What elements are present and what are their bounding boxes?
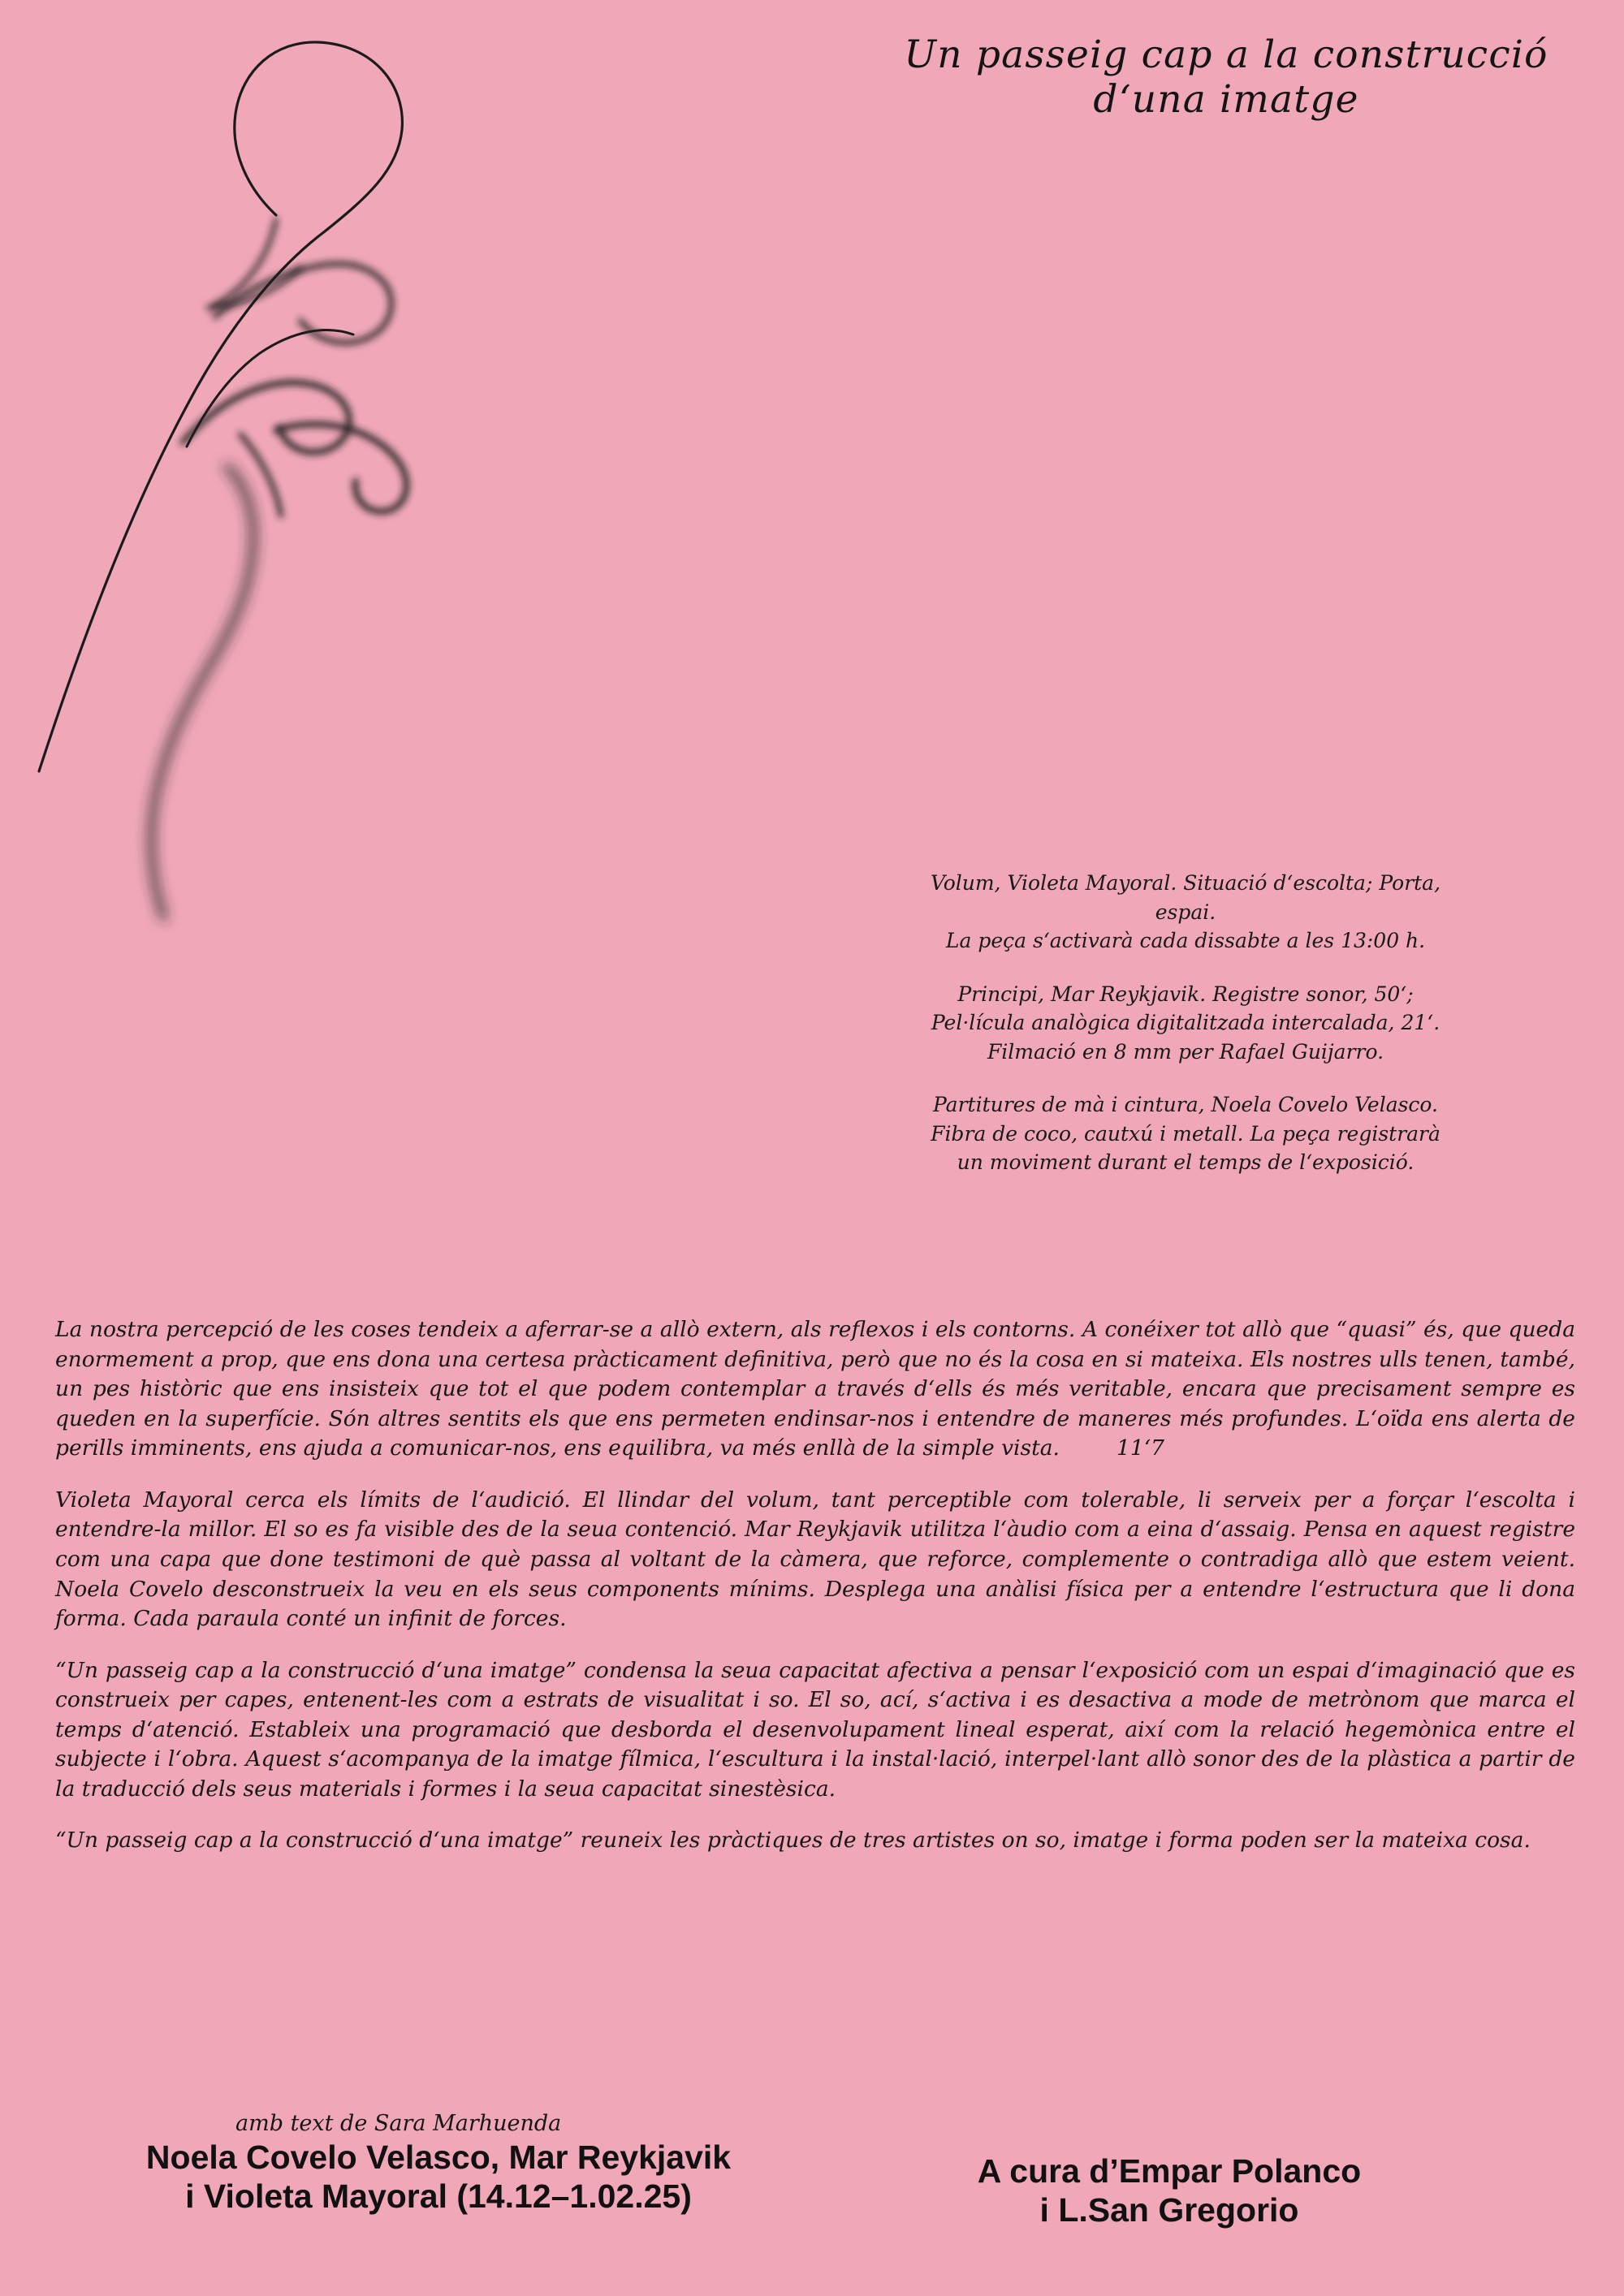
artists-line-1: Noela Covelo Velasco, Mar Reykjavik — [145, 2138, 732, 2176]
paragraph-1-marker: 11‘7 — [1116, 1435, 1165, 1461]
artists-credit — [114, 2138, 763, 2216]
text-credit: amb text de Sara Marhuenda — [235, 2111, 562, 2136]
curators-line-2: i L.San Gregorio — [1039, 2191, 1299, 2229]
footer-left — [114, 2111, 763, 2216]
paragraph-4: “Un passeig cap a la construcció d‘una imatge” reuneix les pràctiques de tres artistes on so, imatge i forma poden ser la mateixa cosa. — [55, 1828, 1531, 1854]
body-text — [55, 1315, 1575, 1856]
curators-credit — [844, 2151, 1494, 2230]
work-line: Principi, Mar Reykjavik. Registre sonor, 50‘; — [957, 982, 1414, 1006]
paragraph-2: Violeta Mayoral cerca els límits de l‘audició. El llindar del volum, tant perceptible com tolerable, li serveix per a forçar l‘escolta i entendre-la millor. El so es fa visible des de la seua contenció. Mar Reykjavik utilitza l‘àudio com a eina d‘assaig. Pensa en aquest registre com una capa que done testimoni de què passa al voltant de la càmera, que reforce, complemente o contradiga allò que estem veient. Noela Covelo desconstrueix la veu en els seus components mínims. Desplega una anàlisi física per a entendre l‘estructura que li dona forma. Cada paraula conté un infinit de forces. — [55, 1487, 1575, 1632]
page-title — [885, 32, 1567, 123]
work-line: Partitures de mà i cintura, Noela Covelo Velasco. — [932, 1093, 1438, 1116]
work-line: Pel·lícula analògica digitalitzada intercalada, 21‘. — [931, 1011, 1440, 1034]
work-item — [828, 980, 1543, 1067]
work-line: un moviment durant el temps de l‘exposició. — [957, 1150, 1415, 1174]
paragraph-1 — [55, 1315, 1575, 1464]
work-item — [828, 1090, 1543, 1177]
works-list — [828, 869, 1543, 1177]
work-line: La peça s‘activarà cada dissabte a les 13:00 h. — [945, 929, 1426, 952]
work-line: espai. — [1155, 900, 1216, 924]
paragraph-1-text: La nostra percepció de les coses tendeix a aferrar-se a allò extern, als reflexos i els contorns. A conéixer tot allò que “quasi” és, que queda enormement a prop, que ens dona una certesa pràcticament definitiva, però que no és la cosa en si mateixa. Els nostres ulls tenen, també, un pes històric que ens insisteix que tot el que podem contemplar a través d‘ells és més veritable, encara que precisament sempre es queden en la superfície. Són altres sentits els que ens permeten endinsar-nos i entendre de maneres més profundes. L‘oïda ens alerta de perills imminents, ens ajuda a comunicar-nos, ens equilibra, va més enllà de la simple vista. — [55, 1317, 1575, 1461]
title-line-1: Un passeig cap a la construcció — [904, 32, 1548, 77]
work-item — [828, 869, 1543, 956]
title-line-2: d‘una imatge — [1093, 77, 1359, 123]
work-line: Filmació en 8 mm per Rafael Guijarro. — [987, 1039, 1384, 1064]
artists-line-2: i Violeta Mayoral (14.12–1.02.25) — [185, 2177, 692, 2216]
paragraph-3: “Un passeig cap a la construcció d‘una imatge” condensa la seua capacitat afectiva a pensar l‘exposició com un espai d‘imaginació que es construeix per capes, entenent-les com a estrats de visualitat i so. El so, ací, s‘activa i es desactiva a mode de metrònom que marca el temps d‘atenció. Estableix una programació que desborda el desenvolupament lineal esperat, així com la relació hegemònica entre el subjecte i l‘obra. Aquest s‘acompanya de la imatge fílmica, l‘escultura i la instal·lació, interpel·lant allò sonor des de la plàstica a partir de la traducció dels seus materials i formes i la seua capacitat sinestèsica. — [55, 1657, 1575, 1802]
work-line: Fibra de coco, cautxú i metall. La peça registrarà — [931, 1121, 1440, 1146]
curators-line-1: A cura d’Empar Polanco — [977, 2152, 1362, 2190]
abstract-line-drawing-icon — [32, 24, 698, 982]
work-line: Volum, Violeta Mayoral. Situació d‘escolta; Porta, — [930, 871, 1441, 895]
